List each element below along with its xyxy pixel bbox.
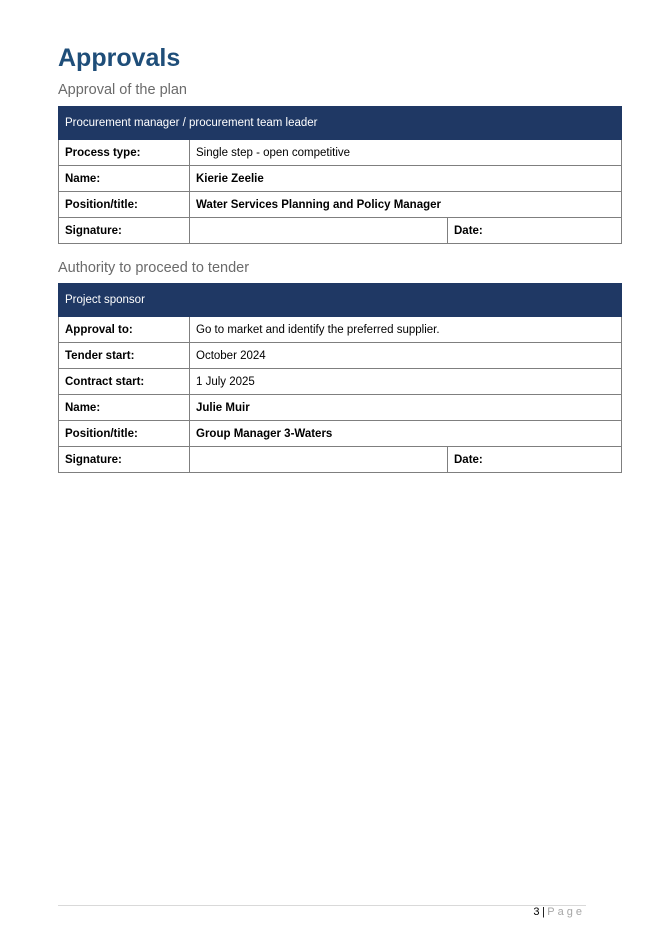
- page-title: Approvals: [58, 44, 181, 72]
- table-header-row: [59, 107, 622, 140]
- page-number: 3: [533, 906, 540, 918]
- table-row: [59, 166, 622, 192]
- section-heading-authority-tender: Authority to proceed to tender: [58, 260, 250, 276]
- position-title-value: Water Services Planning and Policy Manager: [190, 192, 622, 218]
- table-row: [59, 192, 622, 218]
- signature-field[interactable]: [190, 447, 448, 473]
- footer-separator: |: [541, 906, 546, 918]
- date-field[interactable]: [448, 447, 622, 473]
- contract-start-value: 1 July 2025: [190, 369, 622, 395]
- section-heading-approval-plan: Approval of the plan: [58, 82, 187, 98]
- signature-field[interactable]: [190, 218, 448, 244]
- date-label: Date:: [454, 453, 483, 466]
- page-word: Page: [547, 906, 585, 918]
- table-header: Project sponsor: [59, 284, 622, 317]
- row-label: Name:: [59, 166, 190, 192]
- name-value: Julie Muir: [190, 395, 622, 421]
- table-row: [59, 369, 622, 395]
- row-label: Approval to:: [59, 317, 190, 343]
- row-label: Contract start:: [59, 369, 190, 395]
- row-label: Process type:: [59, 140, 190, 166]
- table-header: Procurement manager / procurement team leader: [59, 107, 622, 140]
- process-type-value: Single step - open competitive: [190, 140, 622, 166]
- signature-label: Signature:: [59, 447, 190, 473]
- signature-label: Signature:: [59, 218, 190, 244]
- tender-start-value: October 2024: [190, 343, 622, 369]
- footer-divider: [58, 905, 586, 906]
- table-header-row: [59, 284, 622, 317]
- table-row: [59, 218, 622, 244]
- date-label: Date:: [454, 224, 483, 237]
- table-row: [59, 140, 622, 166]
- table-row: [59, 395, 622, 421]
- approval-to-value: Go to market and identify the preferred supplier.: [190, 317, 622, 343]
- table-row: [59, 447, 622, 473]
- table-row: [59, 421, 622, 447]
- page-footer: [533, 906, 585, 918]
- approval-plan-table: [58, 106, 622, 244]
- authority-tender-table: [58, 283, 622, 473]
- name-value: Kierie Zeelie: [190, 166, 622, 192]
- row-label: Position/title:: [59, 192, 190, 218]
- table-row: [59, 343, 622, 369]
- row-label: Position/title:: [59, 421, 190, 447]
- row-label: Name:: [59, 395, 190, 421]
- position-title-value: Group Manager 3-Waters: [190, 421, 622, 447]
- date-field[interactable]: [448, 218, 622, 244]
- row-label: Tender start:: [59, 343, 190, 369]
- table-row: [59, 317, 622, 343]
